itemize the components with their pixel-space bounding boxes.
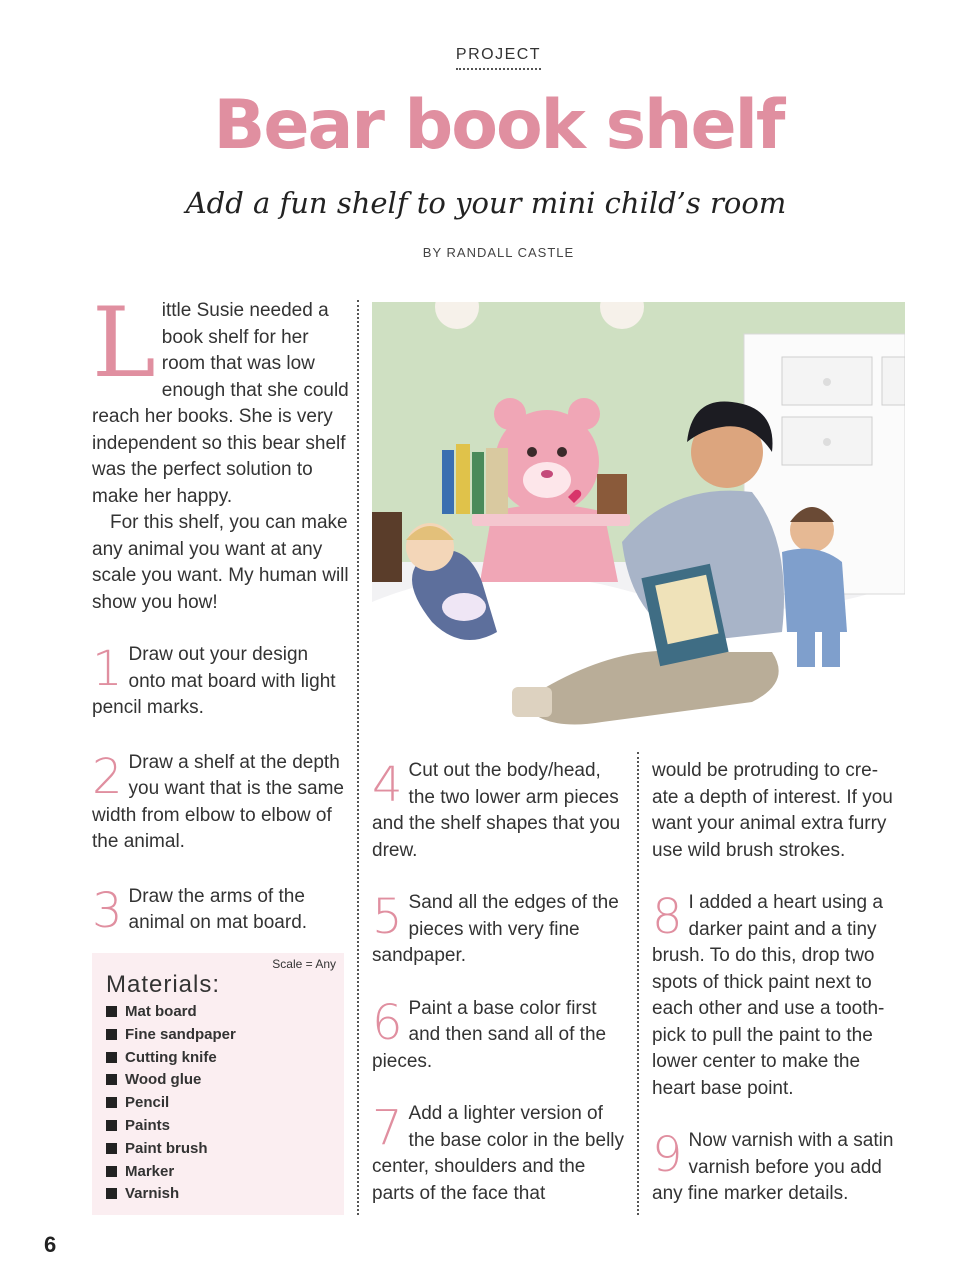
step-5: 5 Sand all the edges of the pieces with very fine sandpaper. [372, 889, 619, 966]
step-9: 9 Now varnish with a satin varnish before you add any fine marker details. [652, 1127, 894, 1204]
list-item: Cutting knife [106, 1047, 236, 1070]
list-item: Varnish [106, 1183, 236, 1206]
article-subtitle: Add a fun shelf to your mini child’s room [185, 186, 787, 220]
materials-box [92, 953, 344, 1215]
materials-list [106, 1001, 236, 1206]
list-item: Fine sandpaper [106, 1024, 236, 1047]
bear-shelf-photo [372, 302, 905, 743]
list-item: Pencil [106, 1092, 236, 1115]
article-title: Bear book shelf [213, 86, 784, 165]
drop-cap: L [92, 287, 156, 399]
step-7-continued: would be protruding to cre- ate a depth of interest. If you want your animal extra furry use wild brush strokes. [652, 760, 893, 861]
step-1: 1 Draw out your design onto mat board with light pencil marks. [92, 641, 336, 718]
column-1 [92, 287, 350, 963]
list-item: Paints [106, 1115, 236, 1138]
column-2 [372, 758, 626, 1233]
page-number: 6 [44, 1232, 57, 1257]
list-item: Mat board [106, 1001, 236, 1024]
list-item: Marker [106, 1161, 236, 1184]
column-3 [652, 758, 908, 1234]
list-item: Paint brush [106, 1138, 236, 1161]
step-3: 3 Draw the arms of the animal on mat board. [92, 882, 308, 939]
step-8: 8 I added a heart using a darker paint and a tiny brush. To do this, drop two spots of thick paint next to each other and use a tooth- pick to pull the paint to the lower center to make the heart base point. [652, 889, 885, 1099]
column-divider [357, 300, 359, 1215]
materials-title: Materials: [106, 971, 221, 998]
byline: BY RANDALL CASTLE [422, 245, 575, 260]
intro-paragraph-2: For this shelf, you can make any animal you want at any scale you want. My human will show you how! [92, 512, 349, 613]
step-4: 4 Cut out the body/head, the two lower arm pieces and the shelf shapes that you drew. [372, 757, 621, 861]
list-item: Wood glue [106, 1069, 236, 1092]
column-divider [637, 752, 639, 1215]
scale-note: Scale = Any [272, 957, 336, 971]
step-6: 6 Paint a base color first and then sand all of the pieces. [372, 994, 607, 1072]
step-7: 7 Add a lighter version of the base color in the belly center, shoulders and the parts of the face that [372, 1100, 625, 1204]
intro-paragraph: Little Susie needed a book shelf for her room that was low enough that she could reach her books. She is very independent so this bear shelf was the perfect solution to make her happy. [92, 287, 349, 507]
step-2: 2 Draw a shelf at the depth you want that is the same width from elbow to elbow of the animal. [92, 748, 344, 852]
section-kicker: PROJECT [0, 46, 964, 70]
